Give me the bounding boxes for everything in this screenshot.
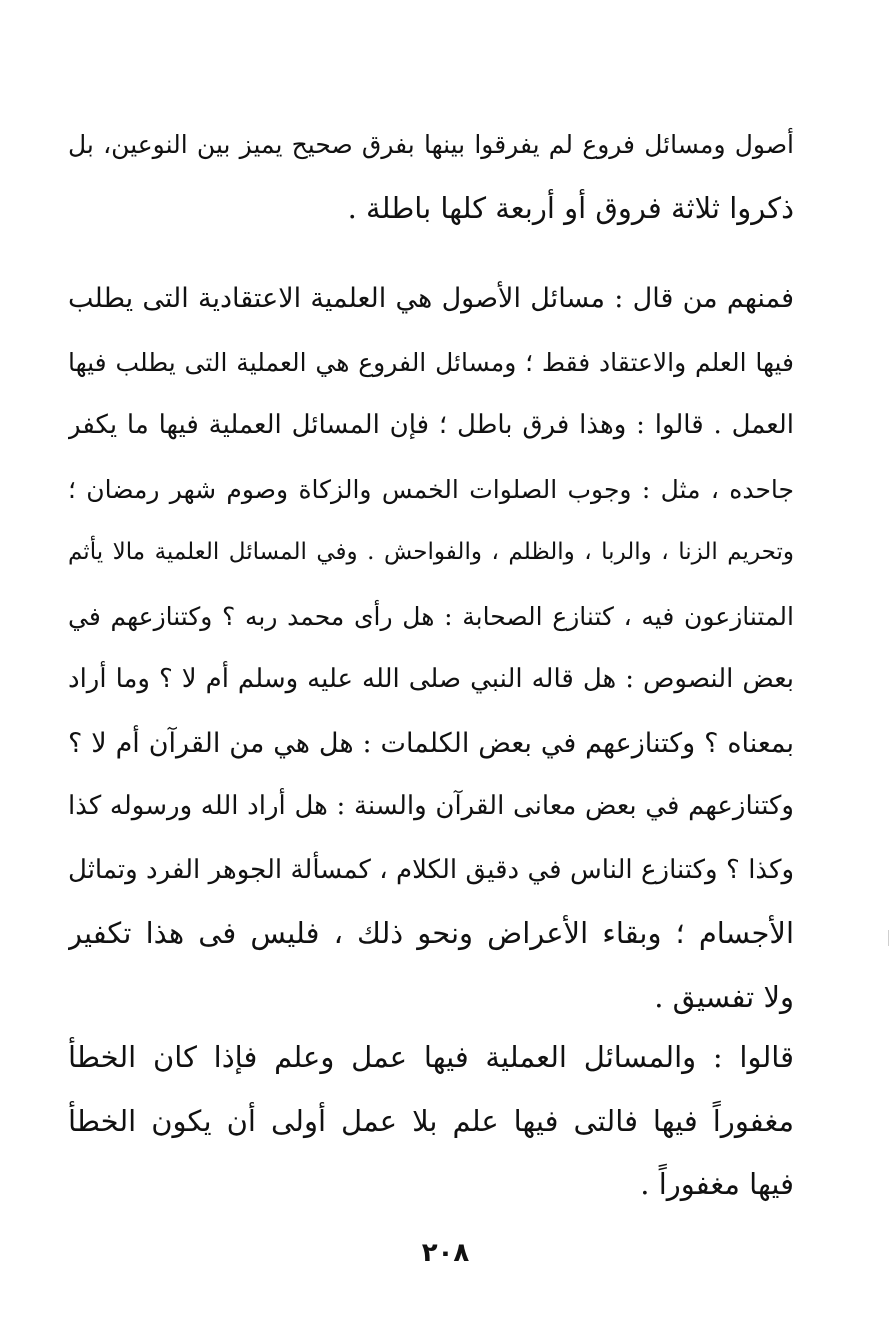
text-line: ذكروا ثلاثة فروق أو أربعة كلها باطلة . xyxy=(347,190,794,225)
text-line: فيها مغفوراً . xyxy=(640,1167,794,1201)
text-line: جاحده ، مثل : وجوب الصلوات الخمس والزكاة وصوم شهر رمضان ؛ xyxy=(68,474,794,504)
text-line: مغفوراً فيها فالتى فيها علم بلا عمل أولى أن يكون الخطأ xyxy=(68,1103,794,1138)
text-line: بعض النصوص : هل قاله النبي صلى الله عليه وسلم أم لا ؟ وما أراد xyxy=(68,664,794,694)
text-line: المتنازعون فيه ، كتنازع الصحابة : هل رأى محمد ربه ؟ وكتنازعهم في xyxy=(68,601,794,631)
text-line: بمعناه ؟ وكتنازعهم في بعض الكلمات : هل هي من القرآن أم لا ؟ xyxy=(68,727,794,759)
text-line: العمل . قالوا : وهذا فرق باطل ؛ فإن المسائل العملية فيها ما يكفر xyxy=(68,410,794,440)
paragraph-3 xyxy=(68,1026,794,1217)
paragraph-2 xyxy=(68,267,794,1029)
text-line: ولا تفسيق . xyxy=(654,979,794,1014)
text-line: أصول ومسائل فروع لم يفرقوا بينها بفرق صحيح يميز بين النوعين، بل xyxy=(68,130,794,159)
text-line: الأجسام ؛ وبقاء الأعراض ونحو ذلك ، فليس فى هذا تكفير xyxy=(68,916,794,950)
text-line: فمنهم من قال : مسائل الأصول هي العلمية الاعتقادية التى يطلب xyxy=(68,283,794,314)
text-line: قالوا : والمسائل العملية فيها عمل وعلم فإذا كان الخطأ xyxy=(68,1040,794,1074)
text-line: وكذا ؟ وكتنازع الناس في دقيق الكلام ، كمسألة الجوهر الفرد وتماثل xyxy=(68,854,794,885)
paragraph-1 xyxy=(68,113,794,240)
text-line: وتحريم الزنا ، والربا ، والظلم ، والفواحش . وفي المسائل العلمية مالا يأثم xyxy=(68,539,794,565)
page-number: ٢٠٨ xyxy=(421,1238,470,1268)
scan-edge-mark xyxy=(888,930,889,946)
text-line: فيها العلم والاعتقاد فقط ؛ ومسائل الفروع هي العملية التى يطلب فيها xyxy=(68,347,794,377)
text-line: وكتنازعهم في بعض معانى القرآن والسنة : هل أراد الله ورسوله كذا xyxy=(68,791,794,821)
